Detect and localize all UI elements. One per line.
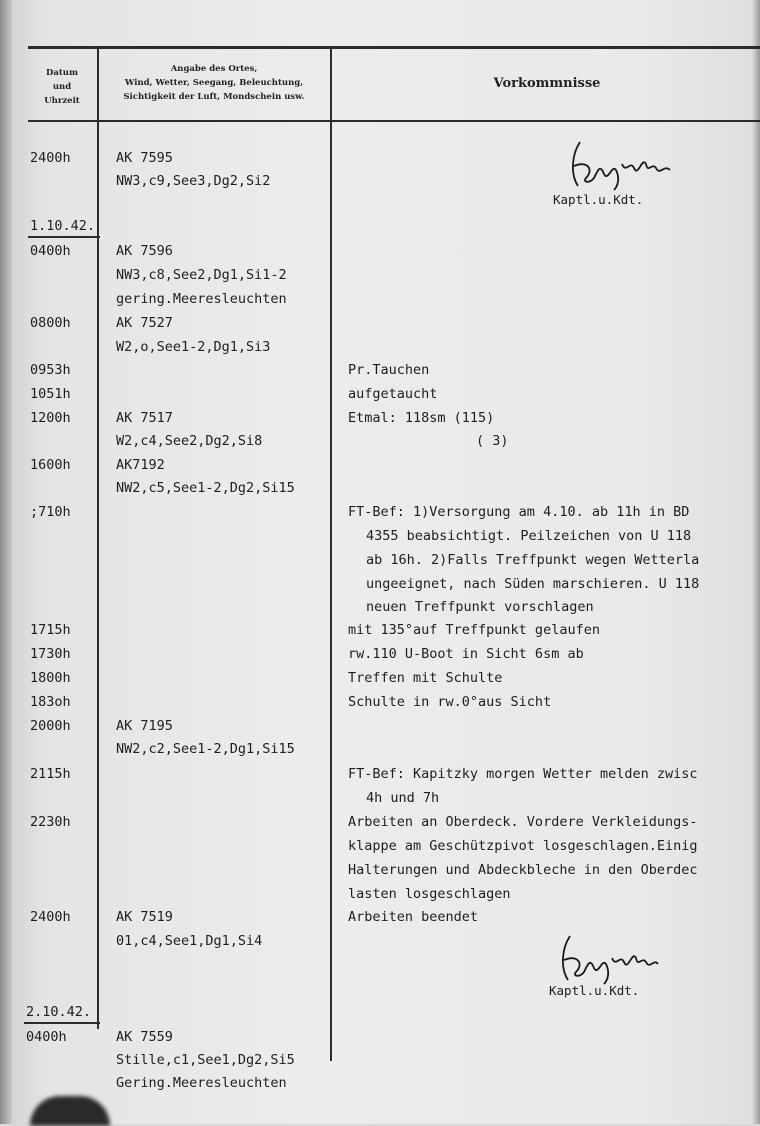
time-cell: 2000h [30, 718, 71, 734]
column-divider-2 [330, 49, 332, 1061]
scan-thumb-shadow [30, 1096, 110, 1126]
event-cell: aufgetaucht [348, 386, 438, 402]
weather-cell: Stille,c1,See1,Dg2,Si5 [116, 1052, 295, 1068]
event-cell: mit 135°auf Treffpunkt gelaufen [348, 622, 600, 638]
event-cell: Arbeiten an Oberdeck. Vordere Verkleidungs- [348, 814, 698, 830]
event-cell: Treffen mit Schulte [348, 670, 503, 686]
date-underline-2 [24, 1022, 100, 1024]
event-cell: klappe am Geschützpivot losgeschlagen.Einig [348, 838, 698, 854]
event-cell: 4355 beabsichtigt. Peilzeichen von U 118 [366, 528, 692, 544]
position-cell: AK7192 [116, 457, 165, 473]
time-cell: 1715h [30, 622, 71, 638]
time-cell: 1600h [30, 457, 71, 473]
weather-cell: gering.Meeresleuchten [116, 291, 287, 307]
weather-cell: W2,c4,See2,Dg2,Si8 [116, 433, 263, 449]
commander-signature-2 [552, 930, 672, 986]
weather-cell: NW3,c9,See3,Dg2,Si2 [116, 173, 271, 189]
page-right-edge [752, 0, 760, 1124]
time-cell: 1200h [30, 410, 71, 426]
time-cell: 1051h [30, 386, 71, 402]
event-cell: ab 16h. 2)Falls Treffpunkt wegen Wetterla [366, 552, 700, 568]
event-cell: FT-Bef: Kapitzky morgen Wetter melden zwisc [348, 766, 698, 782]
time-cell: 2115h [30, 766, 71, 782]
event-cell: rw.110 U-Boot in Sicht 6sm ab [348, 646, 584, 662]
header-location-line-3: Sichtigkeit der Luft, Mondschein usw. [123, 92, 305, 102]
time-cell: 1730h [30, 646, 71, 662]
time-cell: 0953h [30, 362, 71, 378]
time-cell: 0800h [30, 315, 71, 331]
position-cell: AK 7596 [116, 243, 173, 259]
weather-cell: NW2,c5,See1-2,Dg2,Si15 [116, 480, 295, 496]
header-date-time [28, 66, 96, 108]
header-events: Vorkommnisse [493, 76, 601, 91]
table-top-rule [28, 46, 760, 49]
header-date-line-1: Datum [46, 68, 78, 78]
signature-title-1: Kaptl.u.Kdt. [553, 192, 644, 207]
time-cell: 2400h [30, 909, 71, 925]
header-date-line-2: und [52, 82, 72, 92]
weather-cell: 01,c4,See1,Dg1,Si4 [116, 933, 263, 949]
date-1-10-42: 1.10.42. [30, 218, 96, 234]
header-date-line-3: Uhrzeit [44, 96, 80, 106]
event-cell: Pr.Tauchen [348, 362, 430, 378]
time-cell: 2230h [30, 814, 71, 830]
table-header-rule [28, 120, 760, 122]
page-binding-edge [0, 0, 12, 1124]
time-cell: 0400h [26, 1029, 67, 1045]
time-cell: 1800h [30, 670, 71, 686]
position-cell: AK 7527 [116, 315, 173, 331]
time-cell: ;710h [30, 504, 71, 520]
event-cell: Etmal: 118sm (115) [348, 410, 495, 426]
event-cell: Arbeiten beendet [348, 909, 479, 925]
event-cell: Schulte in rw.0°aus Sicht [348, 694, 552, 710]
weather-cell: W2,o,See1-2,Dg1,Si3 [116, 339, 271, 355]
weather-cell: NW2,c2,See1-2,Dg1,Si15 [116, 741, 295, 757]
event-cell: Halterungen und Abdeckbleche in den Oberdec [348, 862, 698, 878]
position-cell: AK 7595 [116, 150, 173, 166]
position-cell: AK 7519 [116, 909, 173, 925]
event-cell: ( 3) [476, 433, 509, 449]
event-cell: neuen Treffpunkt vorschlagen [366, 599, 594, 615]
header-location-line-1: Angabe des Ortes, [170, 64, 258, 74]
position-cell: AK 7559 [116, 1029, 173, 1045]
event-cell: FT-Bef: 1)Versorgung am 4.10. ab 11h in BD [348, 504, 690, 520]
header-location-line-2: Wind, Wetter, Seegang, Beleuchtung, [124, 78, 304, 88]
date-2-10-42: 2.10.42. [26, 1004, 92, 1020]
time-cell: 0400h [30, 243, 71, 259]
position-cell: AK 7195 [116, 718, 173, 734]
column-divider-1 [97, 49, 99, 1029]
event-cell: ungeeignet, nach Süden marschieren. U 118 [366, 576, 700, 592]
signature-title-2: Kaptl.u.Kdt. [549, 983, 640, 998]
position-cell: AK 7517 [116, 410, 173, 426]
event-cell: 4h und 7h [366, 790, 440, 806]
weather-cell: NW3,c8,See2,Dg1,Si1-2 [116, 267, 287, 283]
event-cell: lasten losgeschlagen [348, 886, 511, 902]
weather-cell: Gering.Meeresleuchten [116, 1075, 287, 1091]
time-cell: 183oh [30, 694, 71, 710]
date-underline-1 [28, 236, 100, 238]
header-location-weather [100, 62, 328, 104]
time-cell: 2400h [30, 150, 71, 166]
commander-signature-1 [560, 134, 690, 194]
